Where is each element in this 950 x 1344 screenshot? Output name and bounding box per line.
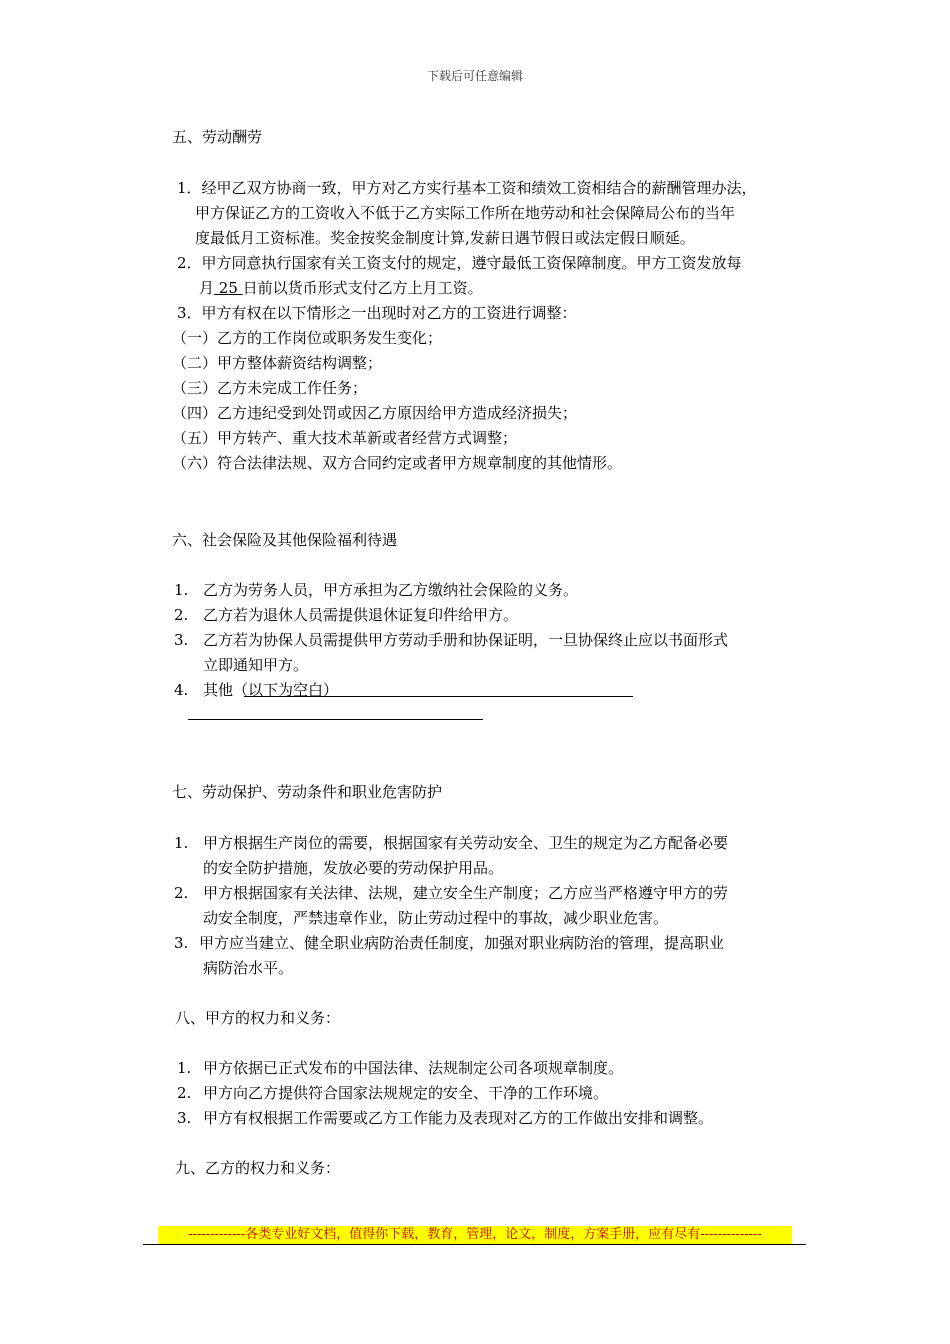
item-text: 甲方依据已正式发布的中国法律、法规制定公司各项规章制度。	[203, 1059, 624, 1077]
item-text: 乙方为劳务人员，甲方承担为乙方缴纳社会保险的义务。	[203, 581, 579, 599]
section8-item-3	[177, 1108, 713, 1128]
other-value: （以下为空白）	[233, 681, 339, 699]
section7-item-2-cont	[174, 908, 668, 928]
section8-item-2	[177, 1083, 608, 1103]
item-text: 甲方根据国家有关法律、法规，建立安全生产制度；乙方应当严格遵守甲方的劳	[203, 884, 729, 902]
section7-item-2	[174, 883, 728, 903]
section6-item-4	[174, 680, 338, 700]
payday-value: 25	[214, 279, 243, 297]
item-text: 甲方向乙方提供符合国家法规规定的安全、干净的工作环境。	[203, 1084, 609, 1102]
item-number: 4.	[174, 681, 189, 699]
other-label: 其他	[203, 681, 234, 699]
item-text: 病防治水平。	[203, 959, 294, 977]
section5-line-10: （五）甲方转产、重大技术革新或者经营方式调整；	[172, 429, 518, 447]
section8-title: 八、甲方的权力和义务：	[175, 1009, 341, 1027]
item-number: 3.	[174, 631, 189, 649]
blank-underline-2	[188, 719, 483, 720]
item-number: 2.	[177, 1084, 192, 1102]
item-number: 1.	[174, 834, 189, 852]
section6-item-2	[174, 605, 518, 625]
item-number: 2.	[174, 606, 189, 624]
item-text: 乙方若为协保人员需提供甲方劳动手册和协保证明，一旦协保终止应以书面形式	[203, 631, 729, 649]
section7-item-1-cont	[174, 858, 503, 878]
section5-line-2: 甲方保证乙方的工资收入不低于乙方实际工作所在地劳动和社会保障局公布的当年	[195, 204, 736, 222]
section5-line-4: 2．甲方同意执行国家有关工资支付的规定，遵守最低工资保障制度。甲方工资发放每	[177, 254, 742, 272]
section7-title: 七、劳动保护、劳动条件和职业危害防护	[172, 783, 443, 801]
section8-item-1	[177, 1058, 623, 1078]
section5-line-5: 3．甲方有权在以下情形之一出现时对乙方的工资进行调整：	[177, 304, 577, 322]
section5-line-1: 1．经甲乙双方协商一致，甲方对乙方实行基本工资和绩效工资相结合的薪酬管理办法，	[177, 179, 757, 197]
section5-line-11: （六）符合法律法规、双方合同约定或者甲方规章制度的其他情形。	[172, 454, 623, 472]
item-text: 立即通知甲方。	[203, 656, 309, 674]
item-number: 1.	[174, 581, 189, 599]
section6-item-3-cont	[174, 655, 308, 675]
blank-underline-1	[244, 696, 633, 697]
section5-title: 五、劳动酬劳	[172, 128, 263, 146]
footer-rule	[143, 1244, 806, 1245]
section9-title: 九、乙方的权力和义务：	[175, 1159, 341, 1177]
section7-item-1	[174, 833, 728, 853]
footer-banner: -------------各类专业好文档，值得你下载，教育，管理，论文，制度，方案手册，应有尽有--------------	[158, 1226, 792, 1244]
payday-suffix: 日前以货币形式支付乙方上月工资。	[242, 279, 483, 297]
section6-title: 六、社会保险及其他保险福利待遇	[172, 531, 398, 549]
payday-prefix: 月	[199, 279, 215, 297]
section6-item-1	[174, 580, 578, 600]
section7-item-3-cont	[174, 958, 293, 978]
section7-item-3	[174, 933, 724, 953]
item-text: 乙方若为退休人员需提供退休证复印件给甲方。	[203, 606, 519, 624]
section5-line-3: 度最低月工资标准。奖金按奖金制度计算,发薪日遇节假日或法定假日顺延。	[195, 229, 695, 247]
item-text: 甲方有权根据工作需要或乙方工作能力及表现对乙方的工作做出安排和调整。	[203, 1109, 714, 1127]
item-text: 甲方根据生产岗位的需要，根据国家有关劳动安全、卫生的规定为乙方配备必要	[203, 834, 729, 852]
item-text: 的安全防护措施，发放必要的劳动保护用品。	[203, 859, 504, 877]
item-number: 1.	[177, 1059, 192, 1077]
section6-item-3	[174, 630, 728, 650]
item-text: 动安全制度，严禁违章作业，防止劳动过程中的事故，减少职业危害。	[203, 909, 669, 927]
section5-line-9: （四）乙方违纪受到处罚或因乙方原因给甲方造成经济损失；	[172, 404, 578, 422]
item-number: 3.	[177, 1109, 192, 1127]
item-text: 甲方应当建立、健全职业病防治责任制度，加强对职业病防治的管理，提高职业	[199, 934, 725, 952]
section5-line-7: （二）甲方整体薪资结构调整；	[172, 354, 383, 372]
header-note: 下载后可任意编辑	[426, 69, 523, 83]
section5-line-8: （三）乙方未完成工作任务；	[172, 379, 368, 397]
item-number: 3.	[174, 934, 189, 952]
section5-line-6: （一）乙方的工作岗位或职务发生变化；	[172, 329, 443, 347]
section5-payday-line	[199, 278, 483, 298]
item-number: 2.	[174, 884, 189, 902]
